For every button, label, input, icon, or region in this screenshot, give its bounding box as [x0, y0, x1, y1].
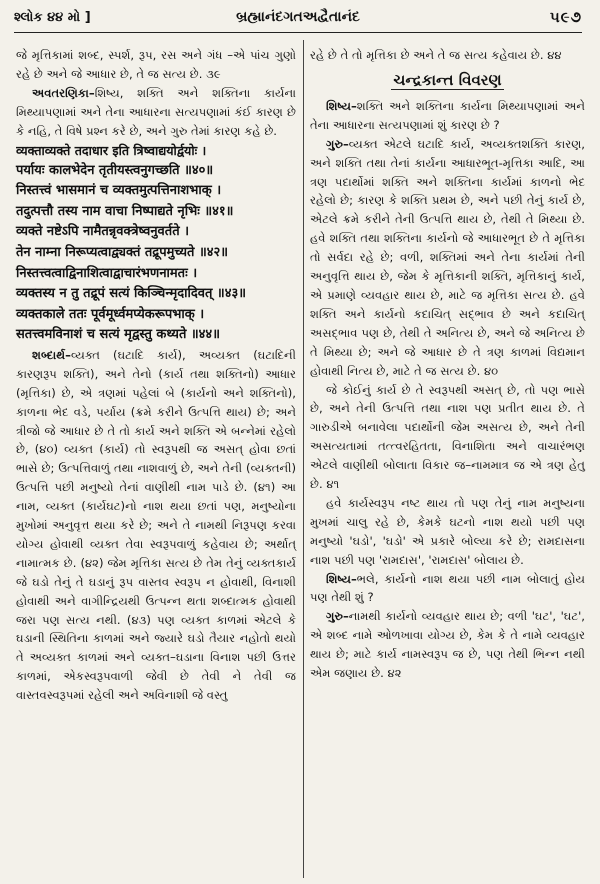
column-divider — [303, 40, 304, 878]
disciple-label: શિષ્ય– — [326, 98, 357, 113]
explanation-paragraph: હવે કાર્યસ્વરૂપ નષ્ટ થાય તો પણ તેનું નામ મનુષ્યના મુખમાં ચાલુ રહે છે, કેમકે ઘટનો નાશ થયો પછી પણ મનુષ્યો 'ઘડો', 'ઘડો' એ પ્રકારે બોલ્યા કરે છે; રામદાસના નાશ પછી પણ 'રામદાસ', 'રામદાસ' બોલાય છે. — [310, 495, 585, 567]
introduction-label: અવતરણિકા– — [32, 85, 95, 100]
sanskrit-verse-line: व्यक्तस्य न तु तद्रूपं सत्यं किञ्चिन्मृदादिवत् ॥४३॥ — [16, 286, 247, 302]
disciple-question: શિષ્ય–ભલે, કાર્યનો નાશ થયા પછી નામ બોલાતું હોય પણ તેથી શું ? — [310, 571, 585, 605]
sanskrit-verse-line: निस्तत्त्वत्वाद्विनाशित्वाद्वाचारंभणनामतः । — [16, 265, 198, 281]
disciple-question: શિષ્ય–શક્તિ અને શક્તિના કાર્યના મિથ્યાપણામાં અને તેના આધારના સત્યપણામાં શું કારણ છે ? — [310, 98, 585, 132]
sanskrit-verse-line: तेन नाम्ना निरूप्यत्वाद्व्यक्तं तद्रूपमुच्यते ॥४२॥ — [16, 244, 229, 260]
page-number: ૫૯૭ — [549, 8, 582, 26]
introduction-text: શિષ્ય, શક્તિ અને શક્તિના કાર્યના મિથ્યાપણામાં અને તેના આધારના સત્યપણામાં કંઈ કારણ છે કે નહિ, તે વિષે પ્રશ્ન કરે છે, અને ગુરુ તેમાં કારણ કહે છે. — [16, 85, 296, 138]
verse-39-meaning: જે મૃત્તિકામાં શબ્દ, સ્પર્શ, રૂપ, રસ અને ગંધ –એ પાંચ ગુણો રહે છે અને જે આધાર છે, તે જ સત્ય છે. ૩૯ — [16, 48, 296, 81]
sanskrit-verse-line: व्यक्तकाले ततः पूर्वमूर्ध्वमप्येकरूपभाक् । — [16, 306, 205, 322]
guru-label: ગુરુ– — [326, 609, 349, 624]
sanskrit-verse-line: पर्यायः कालभेदेन तृतीयस्त्वनुगच्छति ॥४०॥ — [16, 162, 214, 178]
right-column — [310, 46, 585, 683]
guru-answer: ગુરુ–વ્યક્ત એટલે ઘટાદિ કાર્ય, અવ્યક્તશક્તિ કારણ, અને શક્તિ તથા તેનાં કાર્યના આધારભૂત-મૃત્તિકા આદિ, આ ત્રણ પદાર્થોમાં શક્તિ અને શક્તિના કાર્યમાં કાળનો ભેદ રહેલો છે; કારણ કે શક્તિ પ્રથમ છે, અને પછી તેનું કાર્ય છે, એટલે ક્રમે કરીને તેની ઉત્પત્તિ થાય છે, તેથી તે મિથ્યા છે. હવે શક્તિ તથા શક્તિના કાર્યનો જે આધારભૂત છે તે મૃત્તિકા તો સર્વદા રહે છે; વળી, શક્તિમાં અને તેના કાર્યમાં તેની અનુવૃત્તિ થાય છે, જેમ કે મૃત્તિકાની શક્તિ, મૃત્તિકાનું કાર્ય, એ પ્રમાણે વ્યવહાર થાય છે, માટે જ મૃત્તિકા સત્ય છે. હવે શક્તિ અને કાર્યનો કદાચિત્ સદ્ભાવ છે અને કદાચિત્ અસદ્ભાવ પણ છે, તેથી તે અનિત્ય છે, અને જે અનિત્ય છે તે મિથ્યા છે; અને જે આધાર છે તે ત્રણ કાળમાં વિદ્યમાન હોવાથી નિત્ય છે, માટે તે જ સત્ય છે. ૪૦ — [310, 136, 585, 378]
sanskrit-verse-line: व्यक्ते नष्टेऽपि नामैतन्नृवक्त्रेष्वनुवर्तते । — [16, 224, 190, 240]
sanskrit-verse-line: सतत्त्वमविनाशं च सत्यं मृद्वस्तु कथ्यते ॥४४॥ — [16, 327, 220, 343]
word-meaning-label: શબ્દાર્થ– — [32, 347, 71, 362]
sanskrit-verse-line: व्यक्ताव्यक्ते तदाधार इति त्रिष्वाद्ययोर्द्वयोः । — [16, 142, 207, 158]
guru-answer: ગુરુ–નામથી કાર્યનો વ્યવહાર થાય છે; વળી 'ઘટ', 'ઘટ', એ શબ્દ નામે ઓળખાવા યોગ્ય છે, કેમ કે તે નામે વ્યવહાર થાય છે; માટે કાર્ય નામસ્વરૂપ જ છે, પણ તેથી ભિન્ન નથી એમ જણાય છે. ૪૨ — [310, 609, 585, 681]
sanskrit-verse-line: निस्तत्त्वं भासमानं च व्यक्तमुत्पत्तिनाशभाक् । — [16, 183, 222, 199]
verse-reference: શ્લોક ૪૪ મો ] — [14, 10, 91, 25]
word-meaning-text: વ્યક્ત (ઘટાદિ કાર્ય), અવ્યક્ત (ઘટાદિની કારણરૂપ શક્તિ), અને તેનો (કાર્ય તથા શક્તિનો) આધાર (મૃત્તિકા) છે, એ ત્રણમાં પહેલાં બે (કાર્યનો અને શક્તિનો), કાળના ભેદ વડે, પર્યાય (ક્રમે કરીને ઉત્પત્તિ થાય) છે; અને ત્રીજો જે આધાર છે તે તો કાર્ય અને શક્તિ એ બન્નેમાં રહેલો છે, (૪૦) વ્યક્ત (કાર્ય) તો સ્વરૂપથી જ અસત્ હોવા છતાં ભાસે છે; ઉત્પત્તિવાળું તથા નાશવાળું છે, અને તેની (વ્યક્તની) ઉત્પત્તિ પછી મનુષ્યો તેનાં વાણીથી નામ પાડે છે. (૪૧) આ નામ, વ્યક્ત (કાર્યઘટ)નો નાશ થયા છતાં પણ, મનુષ્યોના મુખોમાં અનુવૃત્ત થયા કરે છે; અને તે નામથી નિરૂપણ કરવા યોગ્ય હોવાથી વ્યક્ત તેવા સ્વરૂપવાળું કહેવાય છે; અર્થાત્ નામાત્મક છે. (૪૨) જેમ મૃત્તિકા સત્ય છે તેમ તેનું વ્યક્તકાર્ય જે ઘડો તેનું તે ઘડાનું રૂપ વાસ્તવ સ્વરૂપ ન હોવાથી, વિનાશી હોવાથી અને વાગીન્દ્રિયથી ઉત્પન્ન થતા શબ્દાત્મક હોવાથી જરા પણ સત્ય નથી. (૪૩) પણ વ્યક્ત કાળમાં એટલે કે ઘડાની સ્થિતિના કાળમાં અને જ્યારે ઘડો તૈયાર નહોતો થયો તે અવ્યક્ત કાળમાં અને વ્યક્ત–ઘડાના વિનાશ પછી ઉત્તર કાળમાં, એકસ્વરૂપવાળી જેવી છે તેવી ને તેવી જ વાસ્તવસ્વરૂપમાં રહેલી અને અવિનાશી જે વસ્તુ — [16, 347, 296, 703]
word-meaning-paragraph — [16, 346, 296, 705]
section-title: ચન્દ્રકાન્ત વિવરણ — [393, 70, 502, 89]
verse-44-meaning-end: રહે છે તે તો મૃત્તિકા છે અને તે જ સત્ય કહેવાય છે. ૪૪ — [310, 48, 562, 62]
left-column — [16, 46, 296, 705]
guru-label: ગુરુ– — [326, 136, 349, 151]
sanskrit-verse-line: तदुत्पत्तौ तस्य नाम वाचा निष्पाद्यते नृभिः ॥४१॥ — [16, 203, 234, 219]
page-header — [14, 6, 582, 33]
running-title: બ્રહ્માનંદગતઅદ્વૈતાનંદ — [236, 9, 360, 25]
explanation-paragraph: જે કોઈનું કાર્ય છે તે સ્વરૂપથી અસત્ છે, તો પણ ભાસે છે, અને તેની ઉત્પત્તિ તથા નાશ પણ પ્રતીત થાય છે. તે ગારુડીએ બનાવેલા પદાર્થોની જેમ અસત્ય છે, અને તેની અસત્યતામાં તત્ત્વરહિતતા, વિનાશિતા અને વાચારંભણ એટલે વાણીથી બોલાતા વિકાર જ–નામમાત્ર જ એ ત્રણ હેતુ છે. ૪૧ — [310, 382, 585, 492]
introduction-paragraph — [16, 84, 296, 141]
disciple-label: શિષ્ય– — [326, 571, 357, 586]
